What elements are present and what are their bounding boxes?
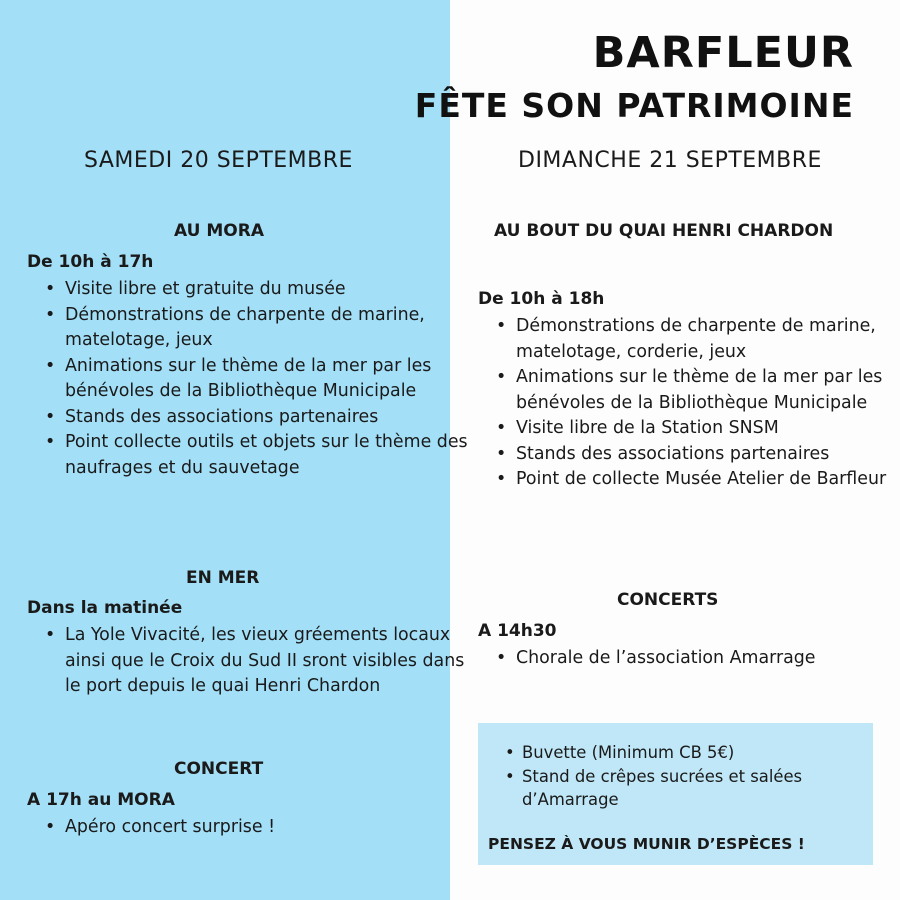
page-subtitle: FÊTE SON PATRIMOINE [414, 86, 854, 125]
section-time-en-mer: Dans la matinée [27, 598, 183, 618]
au-mora-list [27, 277, 475, 481]
section-heading-en-mer: EN MER [186, 568, 260, 588]
info-box [478, 723, 873, 865]
section-time-concert: A 17h au MORA [27, 790, 175, 810]
page-title: BARFLEUR [592, 28, 854, 78]
section-heading-au-mora: AU MORA [174, 221, 264, 241]
list-item: • Visite libre et gratuite du musée [65, 277, 475, 303]
section-heading-concerts: CONCERTS [617, 590, 719, 610]
list-item: • Démonstrations de charpente de marine, matelotage, corderie, jeux [516, 314, 900, 365]
list-item: • La Yole Vivacité, les vieux gréements locaux ainsi que le Croix du Sud II sront visibles dans le port depuis le quai Henri Chardon [65, 623, 475, 700]
list-item: • Animations sur le thème de la mer par les bénévoles de la Bibliothèque Municipale [65, 354, 475, 405]
section-heading-quai: AU BOUT DU QUAI HENRI CHARDON [494, 221, 834, 241]
list-item: • Apéro concert surprise ! [65, 815, 475, 841]
list-item: • Stands des associations partenaires [65, 405, 475, 431]
list-item: • Point collecte outils et objets sur le thème des naufrages et du sauvetage [65, 430, 475, 481]
section-time-quai: De 10h à 18h [478, 289, 605, 309]
quai-list [478, 314, 900, 493]
concert-list [27, 815, 475, 841]
section-time-concerts: A 14h30 [478, 621, 557, 641]
sunday-day-label: DIMANCHE 21 SEPTEMBRE [518, 148, 822, 173]
list-item: • Stands des associations partenaires [516, 442, 900, 468]
list-item: • Buvette (Minimum CB 5€) [522, 741, 852, 765]
cash-warning: PENSEZ À VOUS MUNIR D’ESPÈCES ! [488, 835, 805, 853]
section-heading-concert: CONCERT [174, 759, 264, 779]
list-item: • Stand de crêpes sucrées et salées d’Amarrage [522, 765, 852, 812]
section-time-au-mora: De 10h à 17h [27, 252, 154, 272]
list-item: • Démonstrations de charpente de marine, matelotage, jeux [65, 303, 475, 354]
info-box-list [522, 741, 852, 812]
en-mer-list [27, 623, 475, 700]
list-item: • Animations sur le thème de la mer par les bénévoles de la Bibliothèque Municipale [516, 365, 900, 416]
saturday-day-label: SAMEDI 20 SEPTEMBRE [84, 148, 353, 173]
list-item: • Point de collecte Musée Atelier de Barfleur [516, 467, 900, 493]
concerts-list [478, 646, 900, 672]
list-item: • Chorale de l’association Amarrage [516, 646, 900, 672]
list-item: • Visite libre de la Station SNSM [516, 416, 900, 442]
